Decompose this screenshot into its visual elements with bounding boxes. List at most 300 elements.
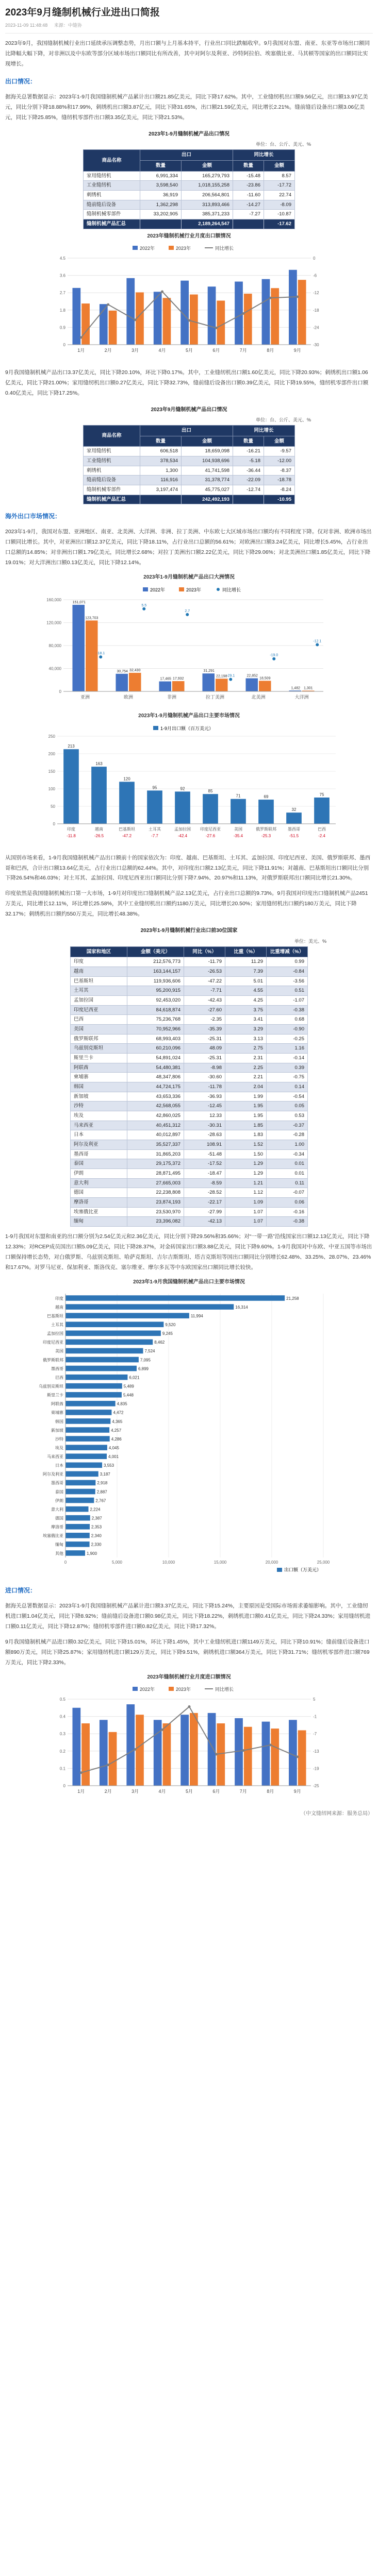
y-tick-right: -12 <box>313 291 319 296</box>
table-cell: -2.35 <box>184 1015 225 1025</box>
table-cell: 31,378,774 <box>182 476 233 485</box>
bar <box>65 1550 85 1556</box>
table-cell: 缝前缝后设备 <box>84 476 140 485</box>
table-cell: -0.90 <box>267 1024 308 1034</box>
y-tick-label: 孟加拉国 <box>46 1331 63 1336</box>
y-tick-left: 0.4 <box>59 1714 65 1719</box>
data-label: 32 <box>291 807 296 812</box>
table-cell: 2.04 <box>225 1082 267 1092</box>
country-bar-chart <box>24 1286 354 1575</box>
table-cell: 44,724,175 <box>127 1082 184 1092</box>
table2-title: 2023年9月缝制机械产品出口情况 <box>151 406 227 413</box>
growth-point <box>134 318 136 321</box>
y-tick-label: 埃塞俄比亚 <box>42 1533 63 1538</box>
table-cell: 俄罗斯联邦 <box>71 1034 127 1044</box>
table-cell: -0.38 <box>267 1005 308 1015</box>
table-cell: 美国 <box>71 1024 127 1034</box>
india-paragraph: 印度依然是我国缝制机械出口第一大市场，1-9月对印度出口缝制机械产品2.13亿美元，占行业出口总额的9.73%。9月我国对印度出口缝制机械产品2451万美元，同比增长12.11%，环比增长25.58%，其中工业缝纫机出口额约1180万美元，同比增长20.50%；家用缝纫机出口额约180万美元，同比下降32.17%；刺绣机出口额约550万美元，同比增长48.38%。 <box>5 890 368 918</box>
table-cell: -23.86 <box>233 181 264 191</box>
table-cell: -7.71 <box>184 986 225 996</box>
data-label: 71 <box>236 793 240 799</box>
data-label: 4,001 <box>108 1454 119 1460</box>
table-cell: 22.74 <box>264 190 295 200</box>
table-cell: -11.78 <box>184 1082 225 1092</box>
bar <box>119 782 135 824</box>
table-cell: 1.52 <box>225 1140 267 1150</box>
table-cell: 212,576,773 <box>127 957 184 967</box>
table-cell: 84,618,874 <box>127 1005 184 1015</box>
growth-label: -7.7 <box>151 833 158 838</box>
table-cell: -36.44 <box>233 466 264 476</box>
table-cell: 埃塞俄比亚 <box>71 1207 127 1217</box>
legend-label-2022: 2022年 <box>139 1687 155 1692</box>
legend-label: 出口额（万美元） <box>284 1567 321 1573</box>
table-cell: 31,865,203 <box>127 1149 184 1159</box>
table-cell: 165,279,793 <box>182 171 233 181</box>
table-header: 商品名称 <box>84 150 140 171</box>
table-cell: 乌兹别克斯坦 <box>71 1044 127 1054</box>
table-header: 金额 <box>264 436 295 447</box>
table-cell: 27,665,003 <box>127 1178 184 1188</box>
table-cell: -30.31 <box>184 1121 225 1130</box>
table-row <box>84 171 295 181</box>
y-tick-label: 埃及 <box>55 1446 63 1451</box>
table-cell: 45,775,027 <box>182 485 233 495</box>
growth-point <box>269 1744 271 1747</box>
footer-source: （中文缝纫网来源：服务总局） <box>301 1810 373 1817</box>
data-label-2023: 18,509 <box>259 676 270 680</box>
bar <box>65 1454 107 1460</box>
y-tick-label: 伊朗 <box>55 1498 63 1503</box>
growth-point <box>161 1728 163 1731</box>
table-cell: -11.79 <box>184 957 225 967</box>
table-cell: -0.16 <box>267 1207 308 1217</box>
table-cell: 缅甸 <box>71 1217 127 1227</box>
table-cell: 0.01 <box>267 1159 308 1169</box>
x-tick-label: 4月 <box>158 1789 166 1794</box>
table-cell: 54,480,381 <box>127 1063 184 1073</box>
table-cell: 阿联酋 <box>71 1063 127 1073</box>
x-tick-label: 俄罗斯联邦 <box>255 826 276 832</box>
table-cell: 3.75 <box>225 1005 267 1015</box>
y-tick-label: 墨西哥 <box>51 1366 63 1371</box>
y-tick: 100 <box>48 786 55 791</box>
chart3-box <box>35 712 344 848</box>
table-cell: -8.24 <box>264 485 295 495</box>
y-tick-label: 柬埔寨 <box>51 1410 63 1415</box>
table-cell: 1.83 <box>225 1130 267 1140</box>
y-tick-left: 1.8 <box>59 308 65 313</box>
export-paragraph: 据海关总署数据显示：2023年1-9月我国缝制机械产品累计出口额21.85亿美元，同比下降17.62%。其中，工业缝纫机出口额9.56亿元，出口额13.97亿美元，同比分别下降18.88%和17.99%，刺绣机出口额3.87亿元，同比下降31.65%，出口额21.59亿美元，同比增长2.21%。缝前缝后设备出口额3.06亿美元，同比下降25.85%，缝纫机零部件出口额3.35亿美元，同比下降21.53%。 <box>5 94 368 121</box>
page-title: 2023年9月缝制机械行业进出口简报 <box>5 7 160 18</box>
table-cell: 1,300 <box>140 466 182 476</box>
table-cell: -15.48 <box>233 171 264 181</box>
y-tick-label: 阿联酋 <box>51 1401 63 1406</box>
table-cell: 0.11 <box>267 1178 308 1188</box>
table-cell: 1.95 <box>225 1101 267 1111</box>
table-cell: -25.31 <box>184 1034 225 1044</box>
bar <box>65 1375 127 1380</box>
bar <box>65 1436 110 1442</box>
continent-export-chart <box>35 582 344 706</box>
growth-label: -26.5 <box>94 833 104 838</box>
legend-swatch-growth <box>217 588 220 591</box>
y-tick-label: 泰国 <box>55 1489 63 1495</box>
table-row <box>71 1207 308 1217</box>
table-cell: -8.37 <box>264 466 295 476</box>
x-tick-label: 6月 <box>212 1789 220 1794</box>
table-header: 数量 <box>233 436 264 447</box>
growth-label: -18.1 <box>96 651 105 655</box>
y-tick: 0 <box>53 821 55 826</box>
table-cell: 马来西亚 <box>71 1121 127 1130</box>
table-header: 同比增长 <box>233 150 295 161</box>
table-row <box>71 1159 308 1169</box>
bar-2022 <box>289 1720 297 1786</box>
table-cell <box>233 219 264 229</box>
y-tick-label: 土耳其 <box>51 1323 63 1328</box>
table-row <box>84 466 295 476</box>
growth-point <box>242 1749 244 1752</box>
y-tick-label: 缅甸 <box>55 1542 63 1547</box>
bar <box>258 800 274 824</box>
bar <box>65 1445 107 1451</box>
legend-label-growth: 同比增长 <box>215 246 234 251</box>
table-cell: -8.59 <box>184 1178 225 1188</box>
table-cell: 工业缝纫机 <box>84 456 140 466</box>
table-cell: -51.48 <box>184 1149 225 1159</box>
table-cell: 刺绣机 <box>84 190 140 200</box>
growth-label: 2.7 <box>184 609 190 613</box>
table-cell: -11.60 <box>233 190 264 200</box>
table-cell: 41,741,598 <box>182 466 233 476</box>
import-september-paragraph: 9月我国缝制机械产品进口额0.32亿美元，同比下降15.01%，环比下降1.45%，其中工业缝纫机进口额1149万美元，同比下降10.91%；缝前缝后设备进口额890万美元，同比下降25.87%；家用缝纫机进口额129万美元，同比下降9.51%，刺绣机进口额364万美元，同比下降31.71%；缝纫机零部件进口额769万美元，同比下降2.33%。 <box>5 1638 370 1666</box>
table-cell: 埃及 <box>71 1111 127 1121</box>
bar <box>65 1524 90 1530</box>
table-row <box>84 485 295 495</box>
september-paragraph: 9月我国缝制机械产品出口3.37亿美元，同比下降20.10%，环比下降0.17%。其中，工业缝纫机出口额1.60亿美元，同比下降20.93%；刺绣机出口额1.06亿美元，同比下降21.00%；家用缝纫机出口额0.27亿美元，同比下降32.73%，缝前缝后设备出口额0.39亿美元，同比下降19.55%，缝纫机零部件出口额0.40亿美元，同比下降17.25%。 <box>5 369 369 396</box>
table-cell: 1.09 <box>225 1198 267 1208</box>
table-cell: -0.28 <box>267 1130 308 1140</box>
x-tick-label: 5月 <box>185 1789 193 1794</box>
y-tick-label: 巴西 <box>55 1375 63 1380</box>
table-row <box>71 1198 308 1208</box>
bar <box>65 1392 122 1398</box>
table-cell: 11.29 <box>225 957 267 967</box>
table-cell: -22.17 <box>184 1198 225 1208</box>
table-cell: 0.14 <box>267 1082 308 1092</box>
y-tick-left: 0.9 <box>59 325 65 330</box>
legend-swatch-2023 <box>169 1687 174 1691</box>
data-label: 2,887 <box>96 1489 107 1495</box>
y-tick-left: 0.3 <box>59 1732 65 1737</box>
table-cell: 43,653,336 <box>127 1092 184 1101</box>
data-label: 92 <box>180 786 185 791</box>
table-cell: -0.38 <box>267 1217 308 1227</box>
table-cell: 163,144,157 <box>127 967 184 976</box>
table-row <box>84 181 295 191</box>
bar <box>65 1340 153 1345</box>
table-cell: 2.21 <box>225 1073 267 1082</box>
growth-point <box>142 607 145 610</box>
table-cell: -10.87 <box>264 210 295 219</box>
bar <box>65 1533 90 1538</box>
table-row <box>71 1044 308 1054</box>
y-tick-right: -19 <box>313 1766 319 1771</box>
data-label: 6,021 <box>128 1375 139 1380</box>
bar-2023 <box>217 1723 225 1786</box>
article-source: 来源：中缝协 <box>54 22 82 28</box>
table-cell: 越南 <box>71 967 127 976</box>
growth-point <box>296 1756 299 1758</box>
table-cell: 104,938,696 <box>182 456 233 466</box>
x-tick-label: 7月 <box>239 1789 247 1794</box>
bar <box>65 1498 94 1503</box>
table-cell: 68,993,403 <box>127 1034 184 1044</box>
monthly-import-chart <box>45 1682 334 1800</box>
table-cell: -28.52 <box>184 1188 225 1198</box>
y-tick-left: 0 <box>59 689 61 694</box>
table-cell: -35.39 <box>184 1024 225 1034</box>
x-tick-label: 拉丁美洲 <box>205 694 224 700</box>
table-row <box>71 1188 308 1198</box>
table-cell: -14.27 <box>233 200 264 210</box>
x-tick-label: 巴基斯坦 <box>118 826 135 832</box>
y-tick-label: 阿尔及利亚 <box>42 1472 63 1477</box>
y-tick-label: 越南 <box>55 1305 63 1310</box>
growth-point <box>215 1753 217 1755</box>
legend-swatch-2022 <box>133 246 138 250</box>
table-cell: 22,238,808 <box>127 1188 184 1198</box>
table-header: 金额 <box>182 436 233 447</box>
bar-2023 <box>81 303 90 345</box>
table-cell: 墨西哥 <box>71 1149 127 1159</box>
bar-2022 <box>245 678 258 691</box>
table-row <box>71 1005 308 1015</box>
table-cell: 缝制机械产品汇总 <box>84 219 140 229</box>
table-header: 比重增减（%） <box>267 946 308 957</box>
table-cell: 23,874,193 <box>127 1198 184 1208</box>
y-tick-left: 0.5 <box>59 1697 65 1702</box>
growth-label: -35.4 <box>233 833 243 838</box>
data-label: 1,900 <box>86 1551 97 1556</box>
table-cell: -18.78 <box>264 476 295 485</box>
table-cell: 606,518 <box>140 447 182 456</box>
table-cell: 95,200,915 <box>127 986 184 996</box>
table-cell: -5.18 <box>233 456 264 466</box>
bar-2023 <box>190 295 198 345</box>
table-cell: 28,871,495 <box>127 1169 184 1179</box>
bar-2022 <box>116 673 128 691</box>
y-tick-label: 其他 <box>55 1551 63 1556</box>
bar <box>65 1428 109 1433</box>
y-tick-label: 意大利 <box>51 1507 63 1512</box>
bar-2023 <box>108 1732 117 1786</box>
data-label: 2,387 <box>91 1516 102 1521</box>
table-cell: 0.68 <box>267 1015 308 1025</box>
growth-point <box>272 657 275 660</box>
bar-2022 <box>235 282 243 345</box>
table-cell: 23,396,082 <box>127 1217 184 1227</box>
table-cell: 0.06 <box>267 1198 308 1208</box>
table-cell: 1.16 <box>267 1044 308 1054</box>
growth-point <box>296 296 299 298</box>
bar-2023 <box>172 681 185 691</box>
table-row <box>84 210 295 219</box>
table-header: 金额（美元） <box>127 946 184 957</box>
bar-2023 <box>129 672 141 691</box>
table-cell: -17.62 <box>264 219 295 229</box>
legend-swatch <box>153 726 158 730</box>
table-cell: 1.95 <box>225 1111 267 1121</box>
table-cell: -42.43 <box>184 995 225 1005</box>
table-cell: 92,453,020 <box>127 995 184 1005</box>
table-cell: 2.25 <box>225 1063 267 1073</box>
table-cell: 313,893,466 <box>182 200 233 210</box>
y-tick-left: 40,000 <box>48 666 61 671</box>
table-row <box>71 1169 308 1179</box>
table-cell: -0.54 <box>267 1092 308 1101</box>
y-tick: 150 <box>48 769 55 774</box>
import-paragraph: 据海关总署数据显示：2023年1-9月我国缝制机械产品累计进口额3.37亿美元，同比下降15.24%，主要原因是受国际市场需求萎缩影响。其中，工业缝纫机进口额1.04亿美元，同比下降8.92%；缝前缝后设备进口额0.98亿美元，同比下降18.22%，刺绣机进口额0.41亿美元，同比下降24.33%；家用缝纫机进口额0.11亿美元，同比下降12.87%；缝纫机零部件进口额0.82亿美元，同比下降17.32%。 <box>5 1602 371 1630</box>
y-tick-label: 乌兹别克斯坦 <box>38 1384 63 1389</box>
x-tick: 0 <box>64 1560 67 1565</box>
market-heading: 海外出口市场情况： <box>5 513 61 520</box>
x-tick-label: 孟加拉国 <box>174 826 191 832</box>
table-cell: 8.57 <box>264 171 295 181</box>
table-cell: 385,371,233 <box>182 210 233 219</box>
x-tick-label: 6月 <box>212 348 220 353</box>
table-cell: -12.45 <box>184 1101 225 1111</box>
table-cell: 土耳其 <box>71 986 127 996</box>
table-row <box>71 1130 308 1140</box>
table-cell: 巴基斯坦 <box>71 976 127 986</box>
x-tick-label: 7月 <box>239 348 247 353</box>
table-cell: 18,659,098 <box>182 447 233 456</box>
table-cell: 1.00 <box>267 1140 308 1150</box>
table-cell: 40,012,897 <box>127 1130 184 1140</box>
y-tick-right: -18 <box>313 308 319 313</box>
x-tick: 10,000 <box>162 1560 175 1565</box>
table-cell: 孟加拉国 <box>71 995 127 1005</box>
bar <box>65 1480 95 1486</box>
bar <box>175 791 190 824</box>
bar-2023 <box>190 1713 198 1786</box>
table-row <box>71 1063 308 1073</box>
x-tick-label: 3月 <box>131 348 139 353</box>
table-cell: 242,492,193 <box>182 495 233 504</box>
bar-2023 <box>81 1723 90 1786</box>
legend-swatch <box>277 1568 282 1572</box>
table-cell: -27.99 <box>184 1207 225 1217</box>
x-tick-label: 巴西 <box>317 826 326 832</box>
bar-2023 <box>217 301 225 345</box>
bar <box>65 1489 95 1495</box>
bar-2022 <box>159 681 171 691</box>
table-row <box>71 1217 308 1227</box>
table-cell: 42,860,025 <box>127 1111 184 1121</box>
table-cell: 119,936,606 <box>127 976 184 986</box>
table-cell: 泰国 <box>71 1159 127 1169</box>
chart4-box <box>24 1278 354 1579</box>
table-cell: -8.98 <box>184 1063 225 1073</box>
bar <box>65 1515 90 1521</box>
x-tick-label: 北美洲 <box>251 694 266 700</box>
x-tick-label: 印度尼西亚 <box>200 826 221 832</box>
table-row <box>71 1111 308 1121</box>
table-cell: 2,189,264,547 <box>182 219 233 229</box>
bar-2023 <box>108 311 117 345</box>
table-row <box>71 967 308 976</box>
table-cell: 缝前缝后设备 <box>84 200 140 210</box>
growth-label: -12.1 <box>313 639 321 643</box>
table-cell: 阿尔及利亚 <box>71 1140 127 1150</box>
table-cell: 7.39 <box>225 967 267 976</box>
table-cell: 0.53 <box>267 1111 308 1121</box>
table-cell: 柬埔寨 <box>71 1073 127 1082</box>
table-total-row <box>84 219 295 229</box>
table3-unit: 单位：美元、% <box>294 938 326 944</box>
y-tick-label: 德国 <box>55 1516 63 1521</box>
table-cell: -36.93 <box>184 1092 225 1101</box>
y-tick-label: 美国 <box>55 1349 63 1354</box>
data-label-2023: 17,932 <box>172 676 184 681</box>
bar-2023 <box>162 1723 171 1786</box>
growth-label: -2.4 <box>318 833 325 838</box>
bar <box>65 1383 122 1389</box>
export-table-ytd <box>83 149 295 229</box>
bar <box>65 1463 102 1468</box>
table-cell: 1,018,155,258 <box>182 181 233 191</box>
y-tick-label: 日本 <box>55 1463 63 1468</box>
table-cell: 德国 <box>71 1188 127 1198</box>
growth-label: -47.2 <box>122 833 132 838</box>
legend-label-2022: 2022年 <box>150 587 165 592</box>
y-tick-left: 80,000 <box>48 643 61 648</box>
table-cell: 1.07 <box>225 1207 267 1217</box>
legend-label-2023: 2023年 <box>186 587 201 592</box>
table-cell: 沙特 <box>71 1101 127 1111</box>
y-tick-right: -6 <box>313 273 317 278</box>
table-row <box>71 1015 308 1025</box>
table-cell: -12.74 <box>233 485 264 495</box>
chart5-box <box>45 1673 334 1804</box>
y-tick-left: 0 <box>63 343 65 348</box>
data-label-2022: 22,852 <box>246 674 258 678</box>
y-tick-label: 马来西亚 <box>46 1454 63 1460</box>
x-tick: 25,000 <box>317 1560 330 1565</box>
y-tick: 200 <box>48 751 55 756</box>
table-cell <box>140 495 182 504</box>
publish-date: 2023-11-09 11:48:48 <box>5 22 48 28</box>
table-row <box>71 1034 308 1044</box>
monthly-export-chart <box>45 241 334 359</box>
y-tick-label: 印度 <box>55 1296 63 1301</box>
table-cell: -22.09 <box>233 476 264 485</box>
y-tick-left: 160,000 <box>46 597 61 602</box>
table-row <box>71 1178 308 1188</box>
bar-2022 <box>72 288 80 345</box>
table-cell: 1,362,298 <box>140 200 182 210</box>
table-cell: 29,175,372 <box>127 1159 184 1169</box>
bar-2023 <box>243 1727 252 1786</box>
x-tick-label: 美国 <box>234 826 242 832</box>
table-cell: 108.91 <box>184 1140 225 1150</box>
growth-point <box>242 312 244 315</box>
data-label-2022: 1,482 <box>290 686 300 690</box>
table-cell <box>140 219 182 229</box>
chart2-box <box>35 573 344 709</box>
